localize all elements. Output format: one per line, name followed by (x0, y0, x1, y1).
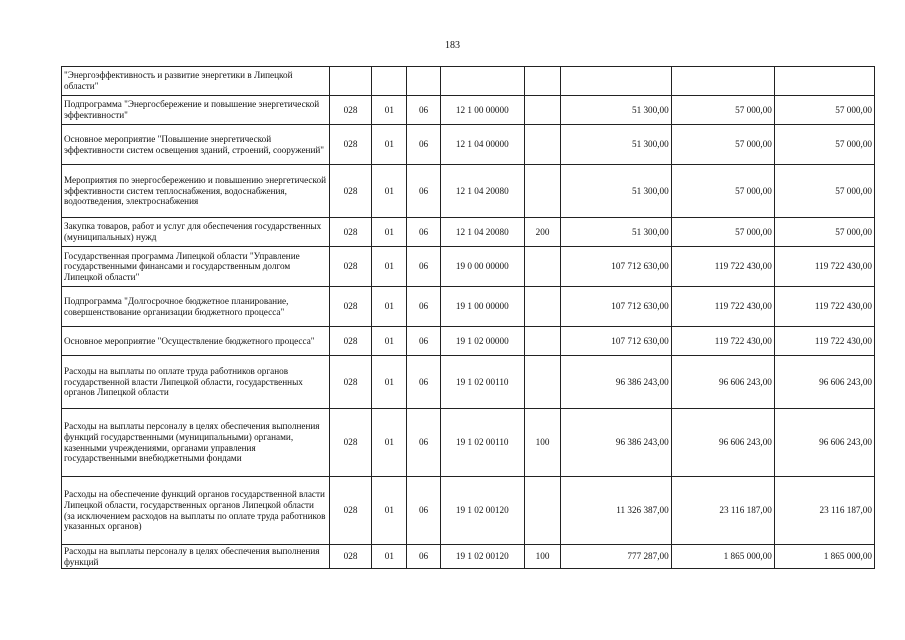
cell-name: Основное мероприятие "Осуществление бюджетного процесса" (62, 327, 330, 356)
table-row (62, 125, 875, 165)
cell-amount-year-2: 57 000,00 (671, 165, 774, 218)
cell-target-article: 19 1 02 00110 (440, 409, 524, 477)
cell-amount-year-3: 57 000,00 (774, 218, 874, 247)
cell-amount-year-1: 96 386 243,00 (561, 356, 671, 409)
cell-expense-type (524, 96, 561, 125)
cell-subsection: 06 (407, 356, 441, 409)
page-number: 183 (445, 40, 460, 51)
cell-amount-year-3: 119 722 430,00 (774, 287, 874, 327)
cell-section: 01 (372, 218, 407, 247)
cell-amount-year-1: 107 712 630,00 (561, 287, 671, 327)
cell-expense-type (524, 327, 561, 356)
table-row (62, 165, 875, 218)
cell-name: Расходы на выплаты персоналу в целях обеспечения выполнения функций государственными (муниципальными) органами, казенными учреждениями, органами управления государственными внебюджетными фондами (62, 409, 330, 477)
cell-ministry-code: 028 (329, 165, 372, 218)
cell-subsection (407, 67, 441, 96)
cell-section: 01 (372, 409, 407, 477)
cell-amount-year-3: 57 000,00 (774, 165, 874, 218)
cell-expense-type (524, 125, 561, 165)
cell-target-article: 19 1 02 00000 (440, 327, 524, 356)
cell-section: 01 (372, 545, 407, 569)
cell-expense-type (524, 165, 561, 218)
cell-ministry-code: 028 (329, 356, 372, 409)
cell-ministry-code: 028 (329, 218, 372, 247)
cell-expense-type (524, 287, 561, 327)
table-row (62, 287, 875, 327)
cell-expense-type: 100 (524, 545, 561, 569)
cell-section: 01 (372, 327, 407, 356)
cell-amount-year-2: 1 865 000,00 (671, 545, 774, 569)
cell-ministry-code: 028 (329, 247, 372, 287)
cell-section: 01 (372, 477, 407, 545)
cell-subsection: 06 (407, 218, 441, 247)
cell-amount-year-1: 51 300,00 (561, 125, 671, 165)
budget-table (61, 66, 875, 569)
cell-section: 01 (372, 125, 407, 165)
table-row (62, 67, 875, 96)
cell-ministry-code: 028 (329, 125, 372, 165)
table-row (62, 96, 875, 125)
table-row (62, 545, 875, 569)
cell-subsection: 06 (407, 477, 441, 545)
cell-amount-year-3: 119 722 430,00 (774, 247, 874, 287)
cell-amount-year-2: 57 000,00 (671, 125, 774, 165)
cell-amount-year-2: 96 606 243,00 (671, 356, 774, 409)
cell-name: Подпрограмма "Долгосрочное бюджетное планирование, совершенствование организации бюджетного процесса" (62, 287, 330, 327)
cell-name: Основное мероприятие "Повышение энергетической эффективности систем освещения зданий, строений, сооружений" (62, 125, 330, 165)
cell-ministry-code: 028 (329, 409, 372, 477)
cell-target-article: 19 1 02 00110 (440, 356, 524, 409)
cell-target-article: 12 1 04 00000 (440, 125, 524, 165)
cell-subsection: 06 (407, 409, 441, 477)
cell-ministry-code: 028 (329, 96, 372, 125)
cell-section: 01 (372, 287, 407, 327)
cell-expense-type (524, 356, 561, 409)
cell-amount-year-2: 57 000,00 (671, 96, 774, 125)
cell-name: Закупка товаров, работ и услуг для обеспечения государственных (муниципальных) нужд (62, 218, 330, 247)
cell-target-article: 12 1 04 20080 (440, 218, 524, 247)
cell-amount-year-1: 777 287,00 (561, 545, 671, 569)
cell-name: Мероприятия по энергосбережению и повышению энергетической эффективности систем теплоснабжения, водоснабжения, водоотведения, электроснабжения (62, 165, 330, 218)
cell-expense-type (524, 247, 561, 287)
table-row (62, 477, 875, 545)
cell-amount-year-3: 57 000,00 (774, 96, 874, 125)
cell-amount-year-1: 51 300,00 (561, 218, 671, 247)
cell-amount-year-3 (774, 67, 874, 96)
cell-target-article (440, 67, 524, 96)
cell-section: 01 (372, 247, 407, 287)
cell-ministry-code: 028 (329, 477, 372, 545)
cell-subsection: 06 (407, 96, 441, 125)
cell-ministry-code: 028 (329, 287, 372, 327)
cell-subsection: 06 (407, 545, 441, 569)
cell-name: Подпрограмма "Энергосбережение и повышение энергетической эффективности" (62, 96, 330, 125)
cell-amount-year-1: 11 326 387,00 (561, 477, 671, 545)
table-row (62, 356, 875, 409)
cell-amount-year-3: 57 000,00 (774, 125, 874, 165)
cell-expense-type (524, 477, 561, 545)
cell-subsection: 06 (407, 327, 441, 356)
cell-amount-year-2: 23 116 187,00 (671, 477, 774, 545)
cell-subsection: 06 (407, 165, 441, 218)
cell-section: 01 (372, 165, 407, 218)
cell-amount-year-3: 1 865 000,00 (774, 545, 874, 569)
table-row (62, 327, 875, 356)
cell-amount-year-2: 96 606 243,00 (671, 409, 774, 477)
cell-name: Расходы на выплаты по оплате труда работников органов государственной власти Липецкой области, государственных органов Липецкой области (62, 356, 330, 409)
cell-expense-type: 200 (524, 218, 561, 247)
cell-target-article: 19 1 02 00120 (440, 477, 524, 545)
cell-amount-year-3: 23 116 187,00 (774, 477, 874, 545)
cell-ministry-code: 028 (329, 327, 372, 356)
cell-subsection: 06 (407, 247, 441, 287)
cell-name: Государственная программа Липецкой области "Управление государственными финансами и государственным долгом Липецкой области" (62, 247, 330, 287)
cell-amount-year-3: 96 606 243,00 (774, 356, 874, 409)
cell-amount-year-1: 51 300,00 (561, 165, 671, 218)
cell-amount-year-3: 96 606 243,00 (774, 409, 874, 477)
cell-amount-year-1: 107 712 630,00 (561, 327, 671, 356)
cell-name: "Энергоэффективность и развитие энергетики в Липецкой области" (62, 67, 330, 96)
cell-section: 01 (372, 96, 407, 125)
cell-amount-year-2: 57 000,00 (671, 218, 774, 247)
cell-amount-year-3: 119 722 430,00 (774, 327, 874, 356)
cell-target-article: 19 1 00 00000 (440, 287, 524, 327)
cell-target-article: 12 1 00 00000 (440, 96, 524, 125)
cell-name: Расходы на обеспечение функций органов государственной власти Липецкой области, государственных органов Липецкой области (за исключением расходов на выплаты по оплате труда работников указанных органов) (62, 477, 330, 545)
cell-target-article: 12 1 04 20080 (440, 165, 524, 218)
cell-section: 01 (372, 356, 407, 409)
table-row (62, 247, 875, 287)
cell-amount-year-2: 119 722 430,00 (671, 287, 774, 327)
cell-amount-year-2 (671, 67, 774, 96)
cell-target-article: 19 1 02 00120 (440, 545, 524, 569)
table-body (62, 67, 875, 569)
cell-amount-year-1: 107 712 630,00 (561, 247, 671, 287)
cell-subsection: 06 (407, 125, 441, 165)
cell-ministry-code: 028 (329, 545, 372, 569)
cell-section (372, 67, 407, 96)
cell-expense-type (524, 67, 561, 96)
table-row (62, 409, 875, 477)
cell-amount-year-1: 96 386 243,00 (561, 409, 671, 477)
cell-ministry-code (329, 67, 372, 96)
cell-expense-type: 100 (524, 409, 561, 477)
cell-amount-year-2: 119 722 430,00 (671, 247, 774, 287)
cell-amount-year-1 (561, 67, 671, 96)
cell-target-article: 19 0 00 00000 (440, 247, 524, 287)
cell-amount-year-1: 51 300,00 (561, 96, 671, 125)
cell-amount-year-2: 119 722 430,00 (671, 327, 774, 356)
cell-name: Расходы на выплаты персоналу в целях обеспечения выполнения функций (62, 545, 330, 569)
table-row (62, 218, 875, 247)
cell-subsection: 06 (407, 287, 441, 327)
